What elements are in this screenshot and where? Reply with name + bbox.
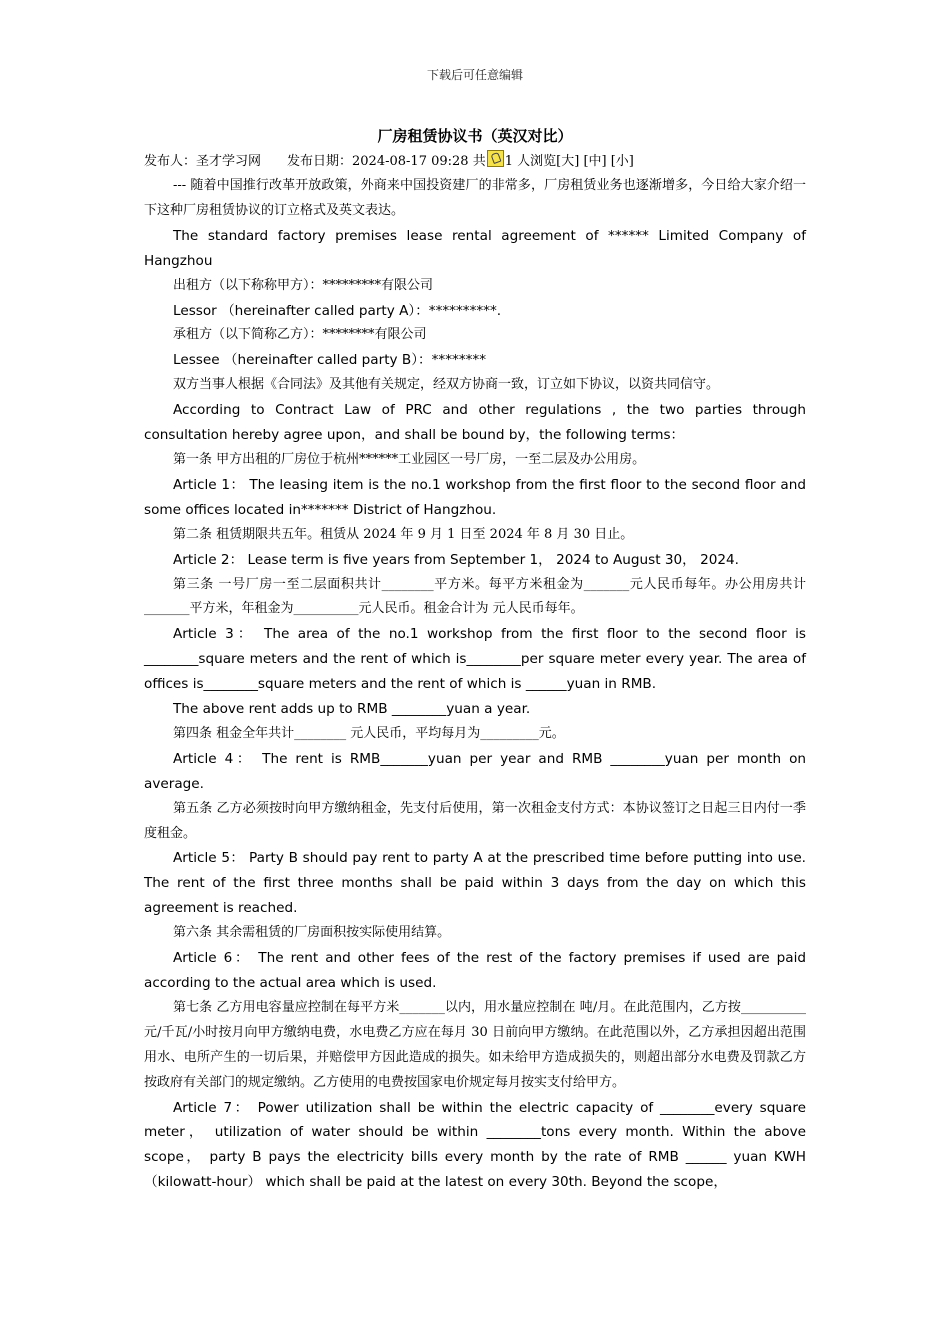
article-meta (144, 149, 806, 174)
paragraph-en: Lessor （hereinafter called party A）：**********. (173, 302, 502, 319)
paragraph-cn: 第七条 乙方用电容量应控制在每平方米_______以内，用水量应控制在 吨/月。在此范围内，乙方按__________元/千瓦/小时按月向甲方缴纳电费，水电费乙方应在每月 30 日前向甲方缴纳。在此范围以外，乙方承担因超出范围用水、电所产生的一切后果，并赔偿甲方因此造成的损失。如未给甲方造成损失的，则超出部分水电费及罚款乙方按政府有关部门的规定缴纳。乙方使用的电费按国家电价规定每月按实支付给甲方。 (144, 999, 806, 1090)
paragraph-cn: 第六条 其余需租赁的厂房面积按实际使用结算。 (173, 925, 451, 941)
document-body (144, 174, 806, 1195)
paragraph-en: The above rent adds up to RMB ________yuan a year. (173, 701, 531, 718)
paragraph-en: Article 6： The rent and other fees of the rest of the factory premises if used are paid according to the actual area which is used. (144, 950, 806, 991)
paragraph-cn: 第二条 租赁期限共五年。租赁从 2024 年 9 月 1 日至 2024 年 8 月 30 日止。 (173, 526, 634, 542)
paragraph-cn: 承租方（以下简称乙方）：********有限公司 (173, 327, 427, 343)
paragraph-cn: 第三条 一号厂房一至二层面积共计________平方米。每平方米租金为_______元人民币每年。办公用房共计_______平方米，年租金为__________元人民币。租金合计为 元人民币每年。 (144, 576, 806, 617)
paragraph-cn: 出租方（以下称称甲方）：*********有限公司 (173, 277, 434, 293)
paragraph-en: Article 1： The leasing item is the no.1 workshop from the first floor to the second floor and some offices located in******* District of Hangzhou. (144, 476, 806, 518)
paragraph-en: Lessee （hereinafter called party B）：******** (173, 352, 487, 369)
paragraph-cn: 第五条 乙方必须按时向甲方缴纳租金，先支付后使用，第一次租金支付方式：本协议签订之日起三日内付一季度租金。 (144, 800, 806, 841)
header-note: 下载后可任意编辑 (426, 68, 523, 82)
publisher-label: 发布人：圣才学习网 (144, 154, 262, 169)
paragraph-en: According to Contract Law of PRC and other regulations , the two parties through consultation hereby agree upon，and shall be bound by，the following terms： (144, 402, 806, 444)
font-size-medium-link[interactable]: [中] (583, 154, 607, 169)
paragraph-en: Article 4： The rent is RMB_______yuan per year and RMB ________yuan per month on average. (144, 750, 806, 792)
views-icon (487, 150, 504, 167)
paragraph-cn: 双方当事人根据《合同法》及其他有关规定，经双方协商一致，订立如下协议，以资共同信守。 (173, 377, 720, 393)
paragraph-en: Article 2： Lease term is five years from September 1， 2024 to August 30， 2024. (173, 551, 739, 568)
paragraph-en: Article 3： The area of the no.1 workshop from the first floor to the second floor is ________square meters and the rent of which is________per square meter every year. The area of offices is________square meters and the rent of which is ______yuan in RMB. (144, 626, 806, 693)
paragraph-cn: 第一条 甲方出租的厂房位于杭州******工业园区一号厂房，一至二层及办公用房。 (173, 451, 646, 467)
paragraph-en: Article 5： Party B should pay rent to party A at the prescribed time before putting into use. The rent of the first three months shall be paid within 3 days from the day on which this agreement is reached. (144, 850, 806, 917)
views-count: 1 人浏览 (504, 154, 557, 169)
font-size-small-link[interactable]: [小] (610, 154, 634, 169)
document-title: 厂房租赁协议书（英汉对比） (377, 127, 573, 145)
paragraph-en: The standard factory premises lease rental agreement of ****** Limited Company of Hangzhou (144, 227, 806, 269)
paragraph-cn: --- 随着中国推行改革开放政策，外商来中国投资建厂的非常多，厂房租赁业务也逐渐增多，今日给大家介绍一下这种厂房租赁协议的订立格式及英文表达。 (144, 178, 806, 218)
paragraph-en: Article 7： Power utilization shall be within the electric capacity of ________every square meter， utilization of water should be within ________tons every month. Within the above scope， party B pays the electricity bills every month by the rate of RMB ______ yuan KWH（kilowatt-hour） which shall be paid at the latest on every 30th. Beyond the scope， (144, 1099, 806, 1191)
document-content (144, 124, 806, 1195)
paragraph-cn: 第四条 租金全年共计________ 元人民币，平均每月为_________元。 (173, 725, 565, 741)
total-prefix: 共 (472, 154, 486, 169)
publish-date: 发布日期：2024-08-17 09:28 (287, 154, 469, 169)
font-size-large-link[interactable]: [大] (556, 154, 580, 169)
